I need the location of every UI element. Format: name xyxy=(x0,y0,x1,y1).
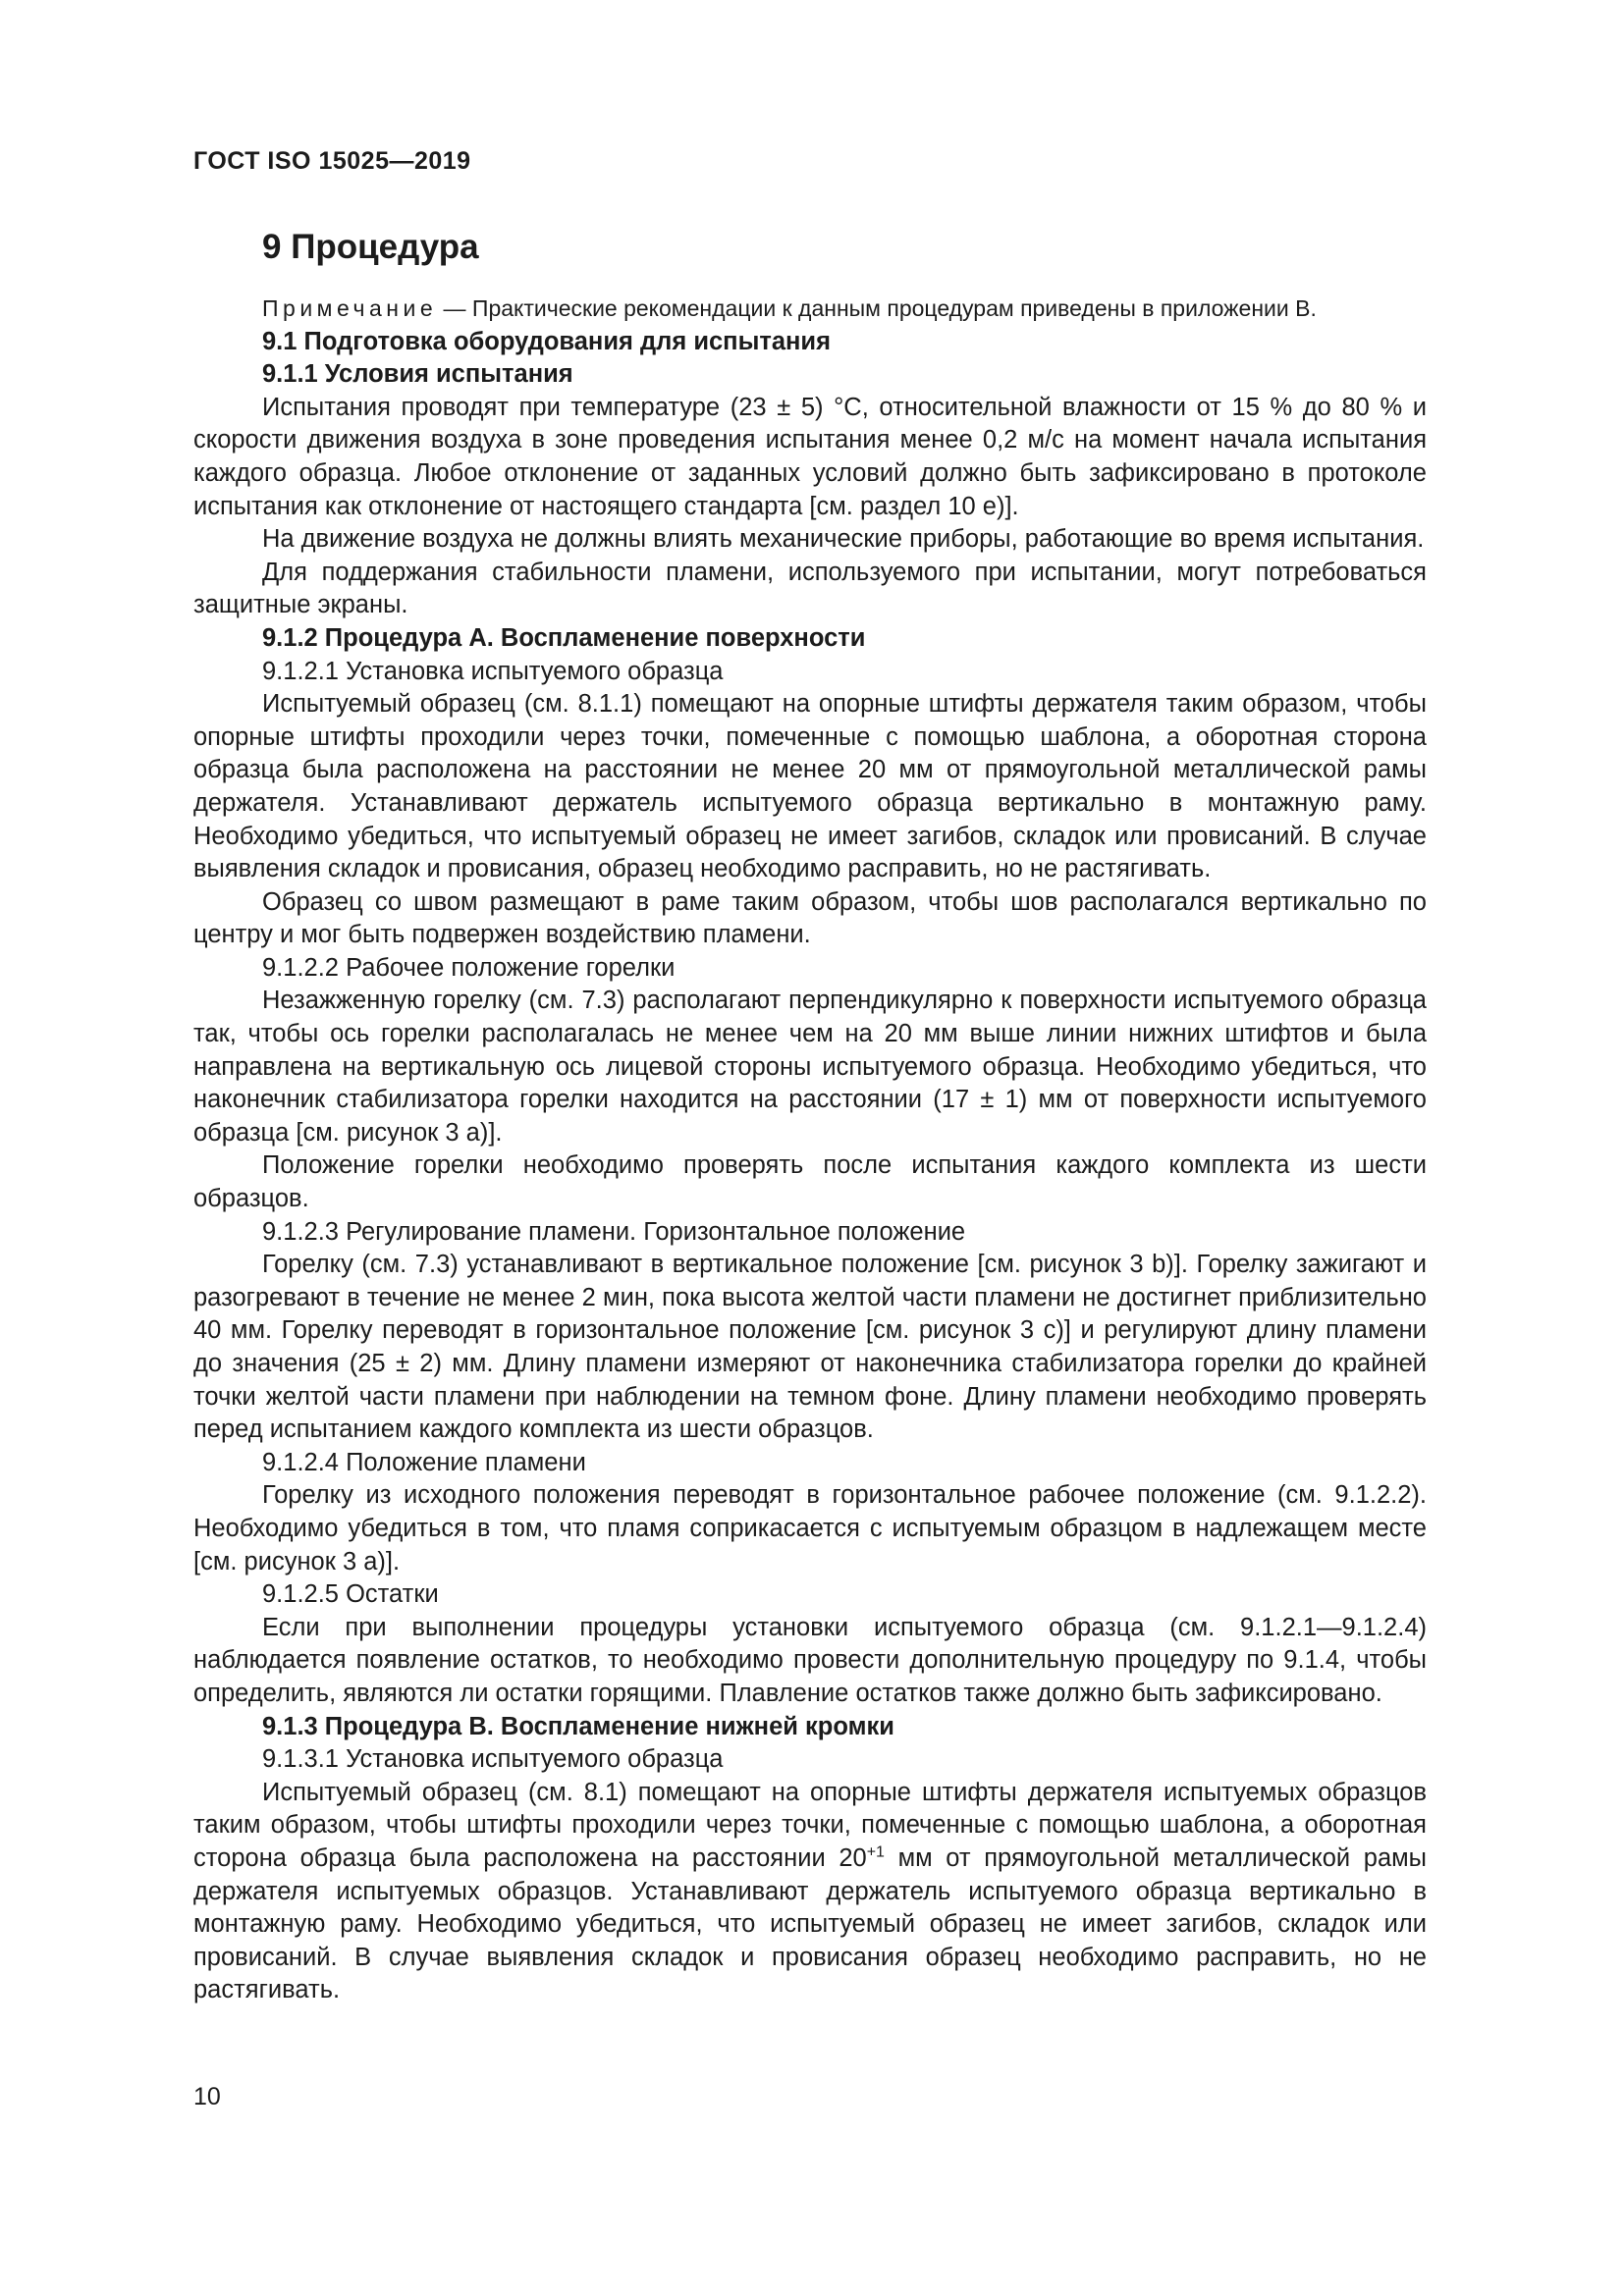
paragraph: Незажженную горелку (см. 7.3) располагают перпендикулярно к поверхности испытуемого образца так, чтобы ось горелки располагалась не менее чем на 20 мм выше линии нижних штифтов и была направлена на вертикальную ось лицевой стороны испытуемого образца. Необходимо убедиться, что наконечник стабилизатора горелки находится на расстоянии (17 ± 1) мм от поверхности испытуемого образца [см. рисунок 3 а)]. xyxy=(193,987,1427,1147)
document-code-header: ГОСТ ISO 15025—2019 xyxy=(193,147,471,175)
paragraph: Горелку (см. 7.3) устанавливают в вертикальное положение [см. рисунок 3 b)]. Горелку зажигают и разогревают в течение не менее 2 мин, пока высота желтой части пламени не достигнет приблизительно 40 мм. Горелку переводят в горизонтальное положение [см. рисунок 3 с)] и регулируют длину пламени до значения (25 ± 2) мм. Длину пламени измеряют от наконечника стабилизатора горелки до крайней точки желтой части пламени при наблюдении на темном фоне. Длину пламени необходимо проверять перед испытанием каждого комплекта из шести образцов. xyxy=(193,1251,1427,1444)
note-paragraph xyxy=(193,293,1427,326)
subsection-9-1-title: 9.1 Подготовка оборудования для испытания xyxy=(262,327,831,355)
tolerance-superscript: +1 xyxy=(866,1843,885,1861)
clause-heading: 9.1.2.2 Рабочее положение горелки xyxy=(262,953,676,982)
paragraph: Образец со швом размещают в раме таким образом, чтобы шов располагался вертикально по центру и мог быть подвержен воздействию пламени. xyxy=(193,887,1427,949)
paragraph: Для поддержания стабильности пламени, используемого при испытании, могут потребоваться защитные экраны. xyxy=(193,558,1427,619)
section-title: 9 Процедура xyxy=(262,228,479,266)
paragraph: Испытания проводят при температуре (23 ± 5) °С, относительной влажности от 15 % до 80 % и скорости движения воздуха в зоне проведения испытания менее 0,2 м/с на момент начала испытания каждого образца. Любое отклонение от заданных условий должно быть зафиксировано в протоколе испытания как отклонение от настоящего стандарта [см. раздел 10 е)]. xyxy=(193,393,1427,520)
paragraph: Горелку из исходного положения переводят в горизонтальное рабочее положение (см. 9.1.2.2). Необходимо убедиться в том, что пламя соприкасается с испытуемым образцом в надлежащем месте [см. рисунок 3 а)]. xyxy=(193,1481,1427,1575)
page-content xyxy=(193,224,1427,2007)
note-label: Примечание xyxy=(262,295,438,321)
page-number: 10 xyxy=(193,2083,221,2110)
clause-heading: 9.1.2.4 Положение пламени xyxy=(262,1448,586,1476)
paragraph: Положение горелки необходимо проверять после испытания каждого комплекта из шести образцов. xyxy=(193,1151,1427,1213)
paragraph xyxy=(193,1777,1427,2007)
subsection-9-1-3-title: 9.1.3 Процедура В. Воспламенение нижней кромки xyxy=(262,1712,894,1740)
subsection-9-1-2-title: 9.1.2 Процедура А. Воспламенение поверхности xyxy=(262,623,866,652)
paragraph: На движение воздуха не должны влиять механические приборы, работающие во время испытания. xyxy=(262,525,1425,554)
clause-heading: 9.1.3.1 Установка испытуемого образца xyxy=(262,1745,724,1774)
paragraph: Если при выполнении процедуры установки испытуемого образца (см. 9.1.2.1—9.1.2.4) наблюдается появление остатков, то необходимо провести дополнительную процедуру по 9.1.4, чтобы определить, являются ли остатки горящими. Плавление остатков также должно быть зафиксировано. xyxy=(193,1613,1427,1707)
note-text: — Практические рекомендации к данным процедурам приведены в приложении B. xyxy=(437,295,1317,321)
paragraph-text: мм от прямоугольной металлической рамы держателя испытуемых образцов. Устанавливают держатель испытуемого образца вертикально в монтажную раму. Необходимо убедиться, что испытуемый образец не имеет загибов, складок или провисаний. В случае выявления складок и провисания образец необходимо расправить, но не растягивать. xyxy=(193,1843,1428,2004)
subsection-9-1-1-title: 9.1.1 Условия испытания xyxy=(262,360,573,389)
paragraph: Испытуемый образец (см. 8.1.1) помещают на опорные штифты держателя таким образом, чтобы опорные штифты проходили через точки, помеченные с помощью шаблона, а оборотная сторона образца была расположена на расстоянии не менее 20 мм от прямоугольной металлической рамы держателя. Устанавливают держатель испытуемого образца вертикально в монтажную раму. Необходимо убедиться, что испытуемый образец не имеет загибов, складок или провисаний. В случае выявления складок и провисания, образец необходимо расправить, но не растягивать. xyxy=(193,690,1427,883)
clause-heading: 9.1.2.3 Регулирование пламени. Горизонтальное положение xyxy=(262,1217,966,1246)
clause-heading: 9.1.2.5 Остатки xyxy=(262,1580,439,1609)
clause-heading: 9.1.2.1 Установка испытуемого образца xyxy=(262,657,724,685)
paragraph-text: Испытуемый образец (см. 8.1) помещают на опорные штифты держателя испытуемых образцов таким образом, чтобы штифты проходили через точки, помеченные с помощью шаблона, а оборотная сторона образца была расположена на расстоянии 20 xyxy=(193,1778,1427,1872)
